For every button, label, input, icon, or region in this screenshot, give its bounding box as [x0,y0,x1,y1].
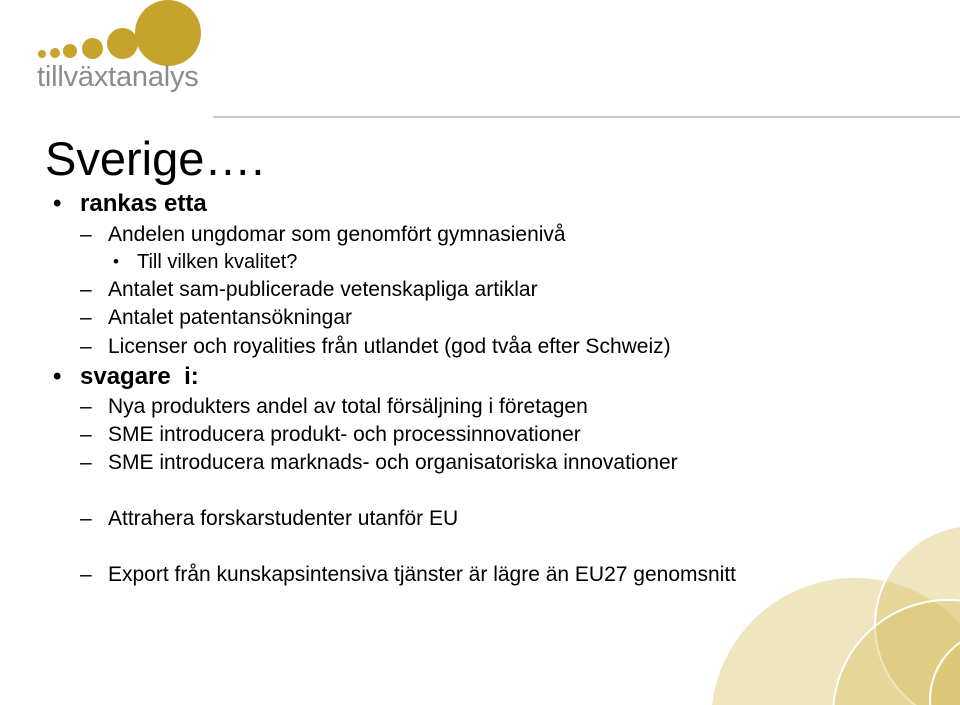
logo-dot [50,48,60,58]
bullet-text: Export från kunskapsintensiva tjänster är lägre än EU27 genomsnitt [108,563,737,586]
logo-dot [38,50,46,58]
logo-wordmark: tillväxtanalys [37,61,199,93]
bullet-text: Antalet patentansökningar [108,306,353,329]
bullet-text: Licenser och royalities från utlandet (god tvåa efter Schweiz) [108,335,671,358]
bullet-marker: • [113,252,119,271]
bullet-item [0,192,960,216]
logo-dot [63,44,77,58]
bullet-item [0,252,960,272]
bullet-item [0,279,960,300]
decorative-circles [700,515,960,705]
bullet-text: SME introducera marknads- och organisatoriska innovationer [108,451,678,474]
slide-title: Sverige…. [45,132,265,185]
bullet-item [0,365,960,389]
dash-marker: – [80,563,92,586]
dash-marker: – [80,278,92,301]
bullet-item [0,424,960,445]
bullet-marker: • [53,363,62,390]
dash-marker: – [80,395,92,418]
logo [0,0,210,100]
bullet-text: Nya produkters andel av total försäljning i företagen [108,395,588,418]
bullet-text: SME introducera produkt- och processinnovationer [108,423,581,446]
bullet-text: Till vilken kvalitet? [137,251,298,273]
dash-marker: – [80,306,92,329]
dash-marker: – [80,507,92,530]
bullet-text: Attrahera forskarstudenter utanför EU [108,507,459,530]
bullet-item [0,307,960,328]
dash-marker: – [80,223,92,246]
bullet-item [0,452,960,473]
bullet-text: rankas etta [80,190,207,217]
dash-marker: – [80,451,92,474]
header-divider [213,116,960,118]
logo-dot [107,28,138,59]
bullet-text: svagare i: [80,363,199,390]
bullet-item [0,396,960,417]
bullet-item [0,224,960,245]
dash-marker: – [80,423,92,446]
bullet-item [0,336,960,357]
dash-marker: – [80,335,92,358]
bullet-text: Antalet sam-publicerade vetenskapliga artiklar [108,278,538,301]
logo-dot [82,38,103,59]
bullet-marker: • [53,190,62,217]
bullet-text: Andelen ungdomar som genomfört gymnasienivå [108,223,566,246]
logo-dot [135,0,201,66]
